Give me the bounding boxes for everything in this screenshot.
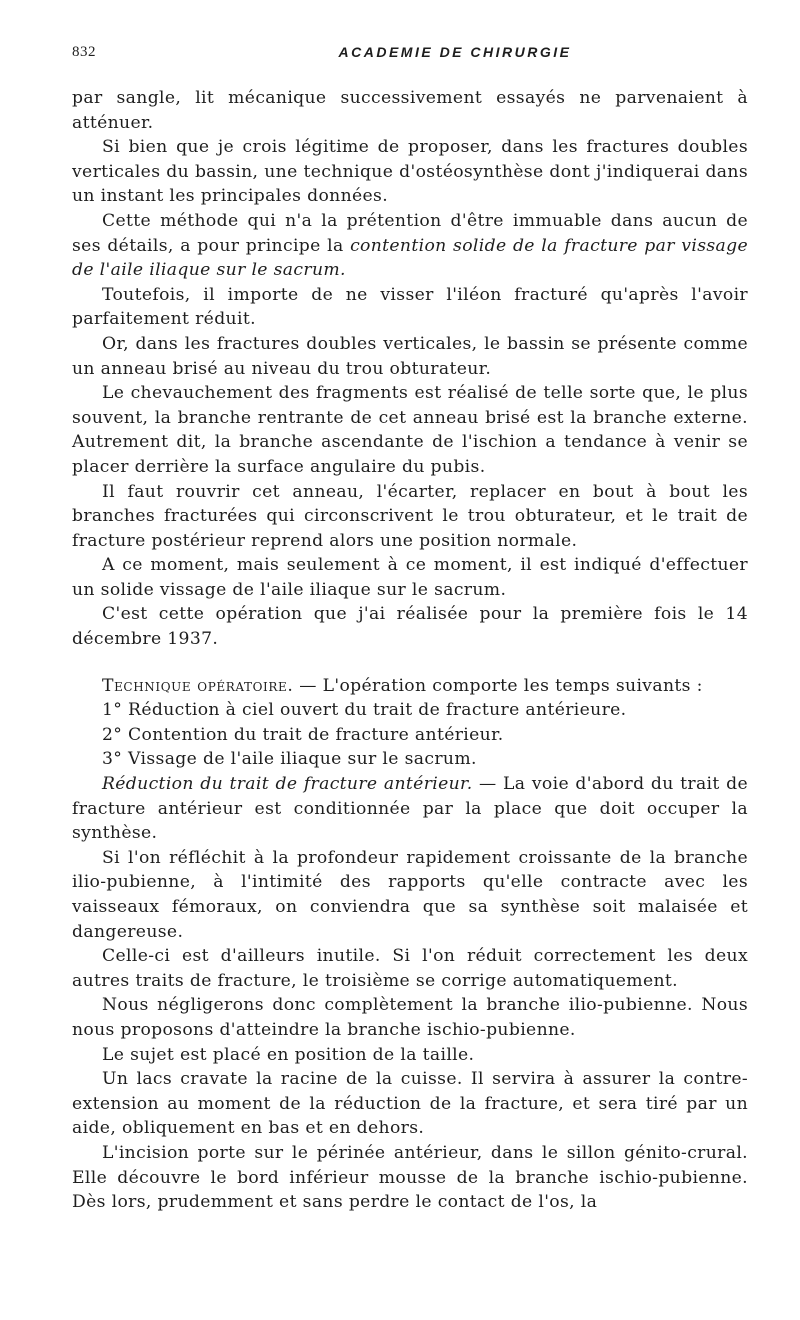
paragraph: Nous négligerons donc complètement la branche ilio-pubienne. Nous nous proposons d'atteindre la branche ischio-pubienne. xyxy=(72,995,748,1040)
step-item: 3° Vissage de l'aile iliaque sur le sacrum. xyxy=(102,749,477,770)
paragraph xyxy=(72,772,748,846)
subsection-heading: Réduction du trait de fracture antérieur. xyxy=(102,774,473,795)
paragraph: C'est cette opération que j'ai réalisée pour la première fois le 14 décembre 1937. xyxy=(72,604,748,650)
article-body xyxy=(72,86,748,1215)
running-title: ACADEMIE DE CHIRURGIE xyxy=(338,44,572,60)
paragraph: L'incision porte sur le périnée antérieur, dans le sillon génito-crural. Elle découvre le bord inférieur mousse de la branche ischio-pubienne. Dès lors, prudemment et sans perdre le contact de l'os, la xyxy=(72,1142,748,1213)
paragraph: Un lacs cravate la racine de la cuisse. Il servira à assurer la contre-extension au moment de la réduction de la fracture, et sera tiré par un aide, obliquement en bas et en dehors. xyxy=(72,1069,748,1139)
section-heading-paragraph xyxy=(72,674,748,699)
paragraph: Si l'on réfléchit à la profondeur rapidement croissante de la branche ilio-pubienne, à l'intimité des rapports qu'elle contracte avec les vaisseaux fémoraux, on conviendra que sa synthèse soit malaisée et dangereuse. xyxy=(72,847,748,942)
paragraph: A ce moment, mais seulement à ce moment, il est indiqué d'effectuer un solide vissage de l'aile iliaque sur le sacrum. xyxy=(72,555,748,600)
running-header xyxy=(72,44,748,66)
section-heading: Technique opératoire. xyxy=(102,675,294,696)
paragraph: Or, dans les fractures doubles verticales, le bassin se présente comme un anneau brisé au niveau du trou obturateur. xyxy=(72,333,748,379)
page-number: 832 xyxy=(72,44,96,60)
paragraph: Celle-ci est d'ailleurs inutile. Si l'on réduit correctement les deux autres traits de fracture, le troisième se corrige automatiquement. xyxy=(72,946,748,991)
paragraph: Il faut rouvrir cet anneau, l'écarter, replacer en bout à bout les branches fracturées qui circonscrivent le trou obturateur, et le trait de fracture postérieur reprend alors une position normale. xyxy=(72,481,748,551)
paragraph: Si bien que je crois légitime de proposer, dans les fractures doubles verticales du bassin, une technique d'ostéosynthèse dont j'indiquerai dans un instant les principales données. xyxy=(72,137,748,207)
paragraph-text: Cette méthode qui n'a la prétention d'être immuable dans aucun de ses détails, a pour principe la xyxy=(72,210,748,256)
paragraph-text: — La voie d'abord du trait de fracture antérieur est conditionnée par la place que doit occuper la synthèse. xyxy=(72,774,748,844)
paragraph: par sangle, lit mécanique successivement essayés ne parvenaient à atténuer. xyxy=(72,88,748,133)
paragraph: Toutefois, il importe de ne visser l'iléon fracturé qu'après l'avoir parfaitement réduit. xyxy=(72,284,748,330)
paragraph: Le chevauchement des fragments est réalisé de telle sorte que, le plus souvent, la branche rentrante de cet anneau brisé est la branche externe. Autrement dit, la branche ascendante de l'ischion a tendance à venir se placer derrière la surface angulaire du pubis. xyxy=(72,383,748,477)
paragraph-text: — L'opération comporte les temps suivants : xyxy=(293,675,703,696)
step-item: 1° Réduction à ciel ouvert du trait de fracture antérieure. xyxy=(102,700,627,721)
paragraph xyxy=(72,209,748,283)
emphasis-text: contention solide de la fracture par vissage de l'aile iliaque sur le sacrum. xyxy=(72,235,749,281)
paragraph: Le sujet est placé en position de la taille. xyxy=(102,1044,475,1065)
step-item: 2° Contention du trait de fracture antérieur. xyxy=(102,724,504,745)
